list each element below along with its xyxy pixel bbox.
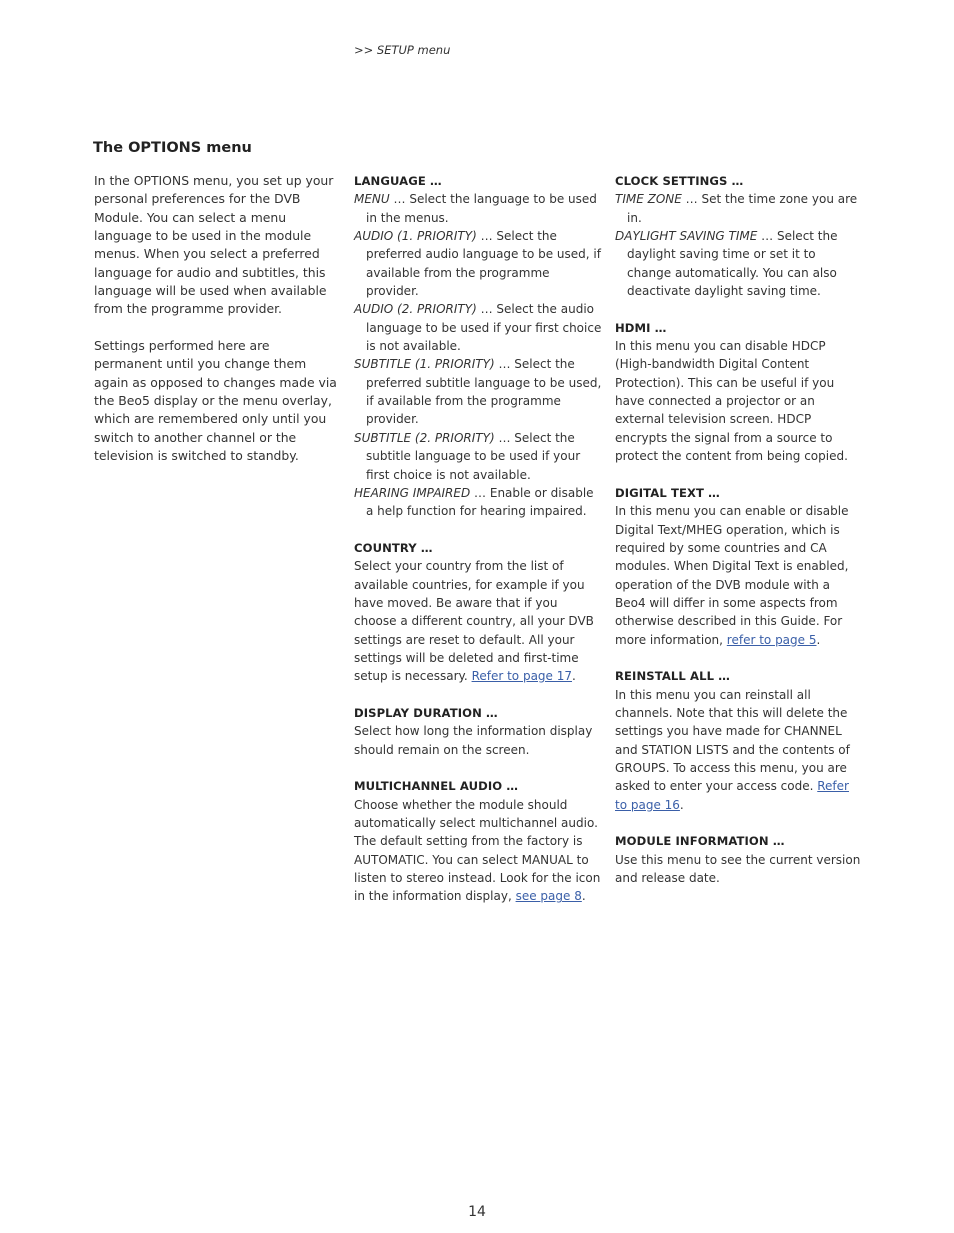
item-term: HEARING IMPAIRED	[354, 485, 471, 500]
display-duration-text: Select how long the information display should remain on the screen.	[354, 724, 593, 757]
language-section	[354, 172, 602, 521]
hdmi-heading: HDMI …	[615, 320, 667, 335]
clock-section	[615, 172, 863, 300]
module-info-text: Use this menu to see the current version and release date.	[615, 852, 861, 886]
digital-text-after: .	[816, 632, 821, 647]
item-text: … Enable or disable a help function for hearing impaired.	[366, 485, 594, 519]
reinstall-section	[615, 667, 863, 814]
language-item-hearing-impaired	[354, 484, 602, 521]
reinstall-body: In this menu you can reinstall all channels. Note that this will delete the settings you have made for CHANNEL and STATION LISTS and the contents of GROUPS. To access this menu, you are asked to enter your access code.	[615, 687, 850, 794]
display-duration-heading: DISPLAY DURATION …	[354, 705, 498, 720]
module-info-section	[615, 832, 863, 887]
item-term: AUDIO (1. PRIORITY)	[354, 229, 477, 244]
digital-text-heading: DIGITAL TEXT …	[615, 485, 720, 500]
intro-column	[94, 172, 338, 484]
item-text: … Select the preferred audio language to be used, if available from the programme provider.	[366, 229, 601, 299]
multichannel-text	[354, 796, 602, 906]
language-item-subtitle-1	[354, 355, 602, 428]
country-section	[354, 539, 602, 686]
country-heading: COUNTRY …	[354, 540, 433, 555]
country-body: Select your country from the list of available countries, for example if you have moved. Be aware that if you choose a different country, all your DVB settings are reset to default. All your settings will be deleted and first-time setup is necessary.	[354, 559, 594, 684]
middle-column	[354, 172, 602, 924]
country-page-link[interactable]: Refer to page 17	[471, 669, 573, 684]
item-term: TIME ZONE	[615, 192, 682, 207]
language-item-audio-1	[354, 227, 602, 300]
country-text	[354, 557, 602, 685]
item-text: … Select the preferred subtitle language to be used, if available from the programme provider.	[366, 357, 602, 427]
item-term: SUBTITLE (1. PRIORITY)	[354, 357, 495, 372]
module-info-heading: MODULE INFORMATION …	[615, 834, 785, 849]
reinstall-heading: REINSTALL ALL …	[615, 669, 730, 684]
language-item-menu	[354, 190, 602, 227]
item-term: DAYLIGHT SAVING TIME	[615, 229, 758, 244]
item-term: SUBTITLE (2. PRIORITY)	[354, 430, 495, 445]
breadcrumb: >> SETUP menu	[354, 43, 451, 57]
item-text: … Select the subtitle language to be used if your first choice is not available.	[366, 430, 581, 482]
display-duration-section	[354, 704, 602, 759]
hdmi-section	[615, 319, 863, 466]
multichannel-heading: MULTICHANNEL AUDIO …	[354, 779, 519, 794]
hdmi-text: In this menu you can disable HDCP (High-bandwidth Digital Content Protection). This can be useful if you have connected a projector or an external television screen. HDCP encrypts the signal from a source to protect the content from being copied.	[615, 339, 848, 464]
language-item-subtitle-2	[354, 429, 602, 484]
item-text: … Select the language to be used in the menus.	[366, 192, 597, 225]
item-text: … Set the time zone you are in.	[627, 192, 858, 225]
multichannel-body: Choose whether the module should automatically select multichannel audio. The default setting from the factory is AUTOMATIC. You can select MANUAL to listen to stereo instead. Look for the icon in the information display,	[354, 797, 601, 904]
item-term: MENU	[354, 192, 390, 207]
multichannel-section	[354, 777, 602, 905]
page-number: 14	[468, 1204, 486, 1220]
language-item-audio-2	[354, 300, 602, 355]
item-text: … Select the audio language to be used if your first choice is not available.	[366, 302, 602, 354]
right-column	[615, 172, 863, 906]
digital-text-body: In this menu you can enable or disable Digital Text/MHEG operation, which is required by some countries and CA modules. When Digital Text is enabled, operation of the DVB module with a Beo4 will differ in some aspects from otherwise described in this Guide. For more information,	[615, 504, 849, 647]
clock-item-daylight-saving	[615, 227, 863, 300]
item-term: AUDIO (2. PRIORITY)	[354, 302, 477, 317]
page-title: The OPTIONS menu	[93, 140, 252, 156]
country-after: .	[572, 669, 576, 684]
digital-text-section	[615, 484, 863, 649]
digital-text-page-link[interactable]: refer to page 5	[726, 632, 817, 647]
multichannel-after: .	[581, 889, 586, 904]
item-text: … Select the daylight saving time or set it to change automatically. You can also deactivate daylight saving time.	[627, 229, 838, 299]
intro-paragraph-2: Settings performed here are permanent until you change them again as opposed to changes made via the Beo5 display or the menu overlay, which are remembered only until you switch to another channel or the television is switched to standby.	[94, 338, 337, 464]
reinstall-page-link[interactable]: Refer to page 16	[615, 779, 849, 812]
intro-paragraph-1: In the OPTIONS menu, you set up your personal preferences for the DVB Module. You can select a menu language to be used in the module menus. When you select a preferred language for audio and subtitles, this language will be used when available from the programme provider.	[94, 173, 334, 317]
multichannel-page-link[interactable]: see page 8	[515, 889, 582, 904]
clock-heading: CLOCK SETTINGS …	[615, 174, 744, 188]
digital-text-text	[615, 502, 863, 649]
language-heading: LANGUAGE …	[354, 174, 442, 188]
reinstall-text	[615, 686, 863, 814]
clock-item-time-zone	[615, 190, 863, 227]
reinstall-after: .	[679, 797, 684, 812]
